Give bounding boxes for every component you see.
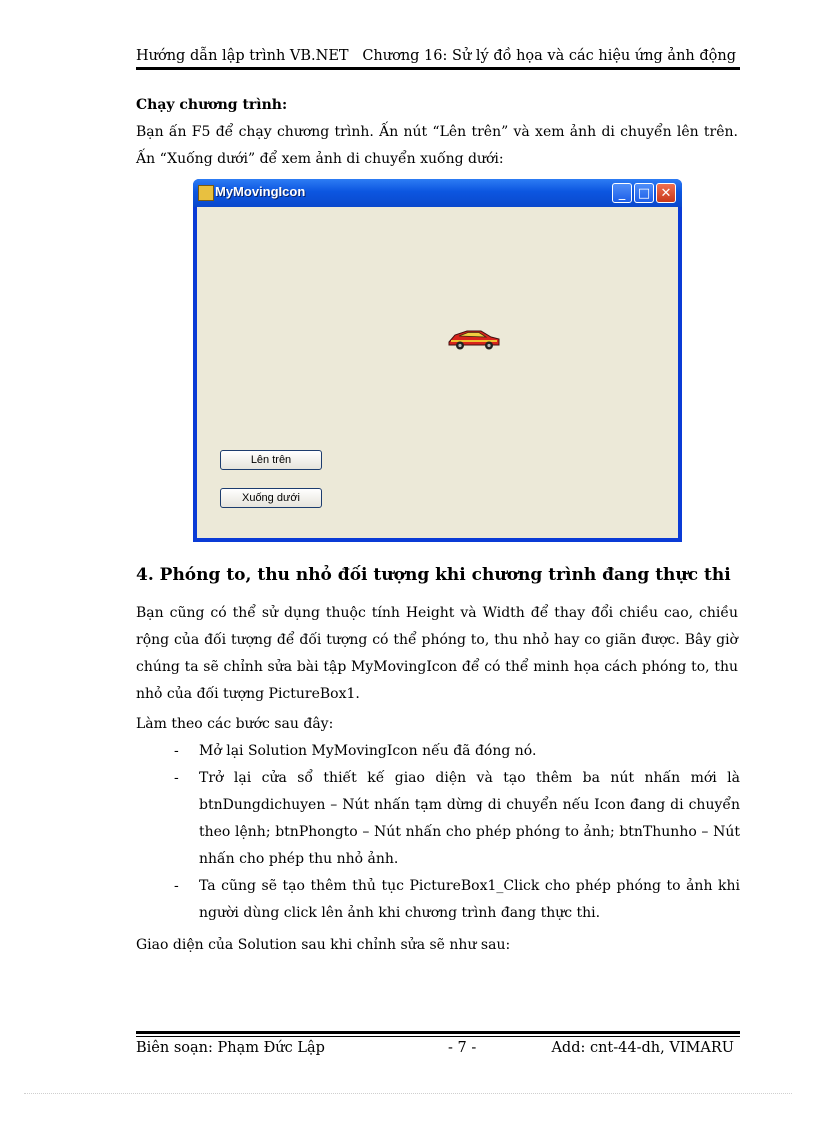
- minimize-button[interactable]: _: [612, 183, 632, 203]
- page-number: - 7 -: [448, 1040, 477, 1056]
- list-marker: -: [174, 878, 179, 894]
- steps-list: [136, 738, 740, 927]
- app-window: [193, 179, 682, 542]
- page-edge-divider: [24, 1093, 792, 1094]
- footer-address: Add: cnt-44-dh, VIMARU: [551, 1040, 734, 1056]
- steps-intro: Làm theo các bước sau đây:: [136, 716, 334, 732]
- maximize-button[interactable]: □: [634, 183, 654, 203]
- closing-paragraph: Giao diện của Solution sau khi chỉnh sửa sẽ như sau:: [136, 937, 511, 953]
- list-item: [136, 738, 740, 765]
- footer-author: Biên soạn: Phạm Đức Lập: [136, 1040, 325, 1056]
- header-left-text: Hướng dẫn lập trình VB.NET: [136, 48, 349, 64]
- footer-rule-thin: [136, 1036, 740, 1037]
- section-title: 4. Phóng to, thu nhỏ đối tượng khi chương trình đang thực thi: [136, 565, 731, 585]
- window-titlebar[interactable]: [193, 179, 682, 207]
- window-client-area: [197, 207, 678, 538]
- section-paragraph: Bạn cũng có thể sử dụng thuộc tính Height và Width để thay đổi chiều cao, chiều rộng của đối tượng để đối tượng có thể phóng to, thu nhỏ hay co giãn được. Bây giờ chúng ta sẽ chỉnh sửa bài tập MyMovingIcon để có thể minh họa cách phóng to, thu nhỏ của đối tượng PictureBox1.: [136, 605, 738, 702]
- close-button[interactable]: ✕: [656, 183, 676, 203]
- list-item: [136, 765, 740, 873]
- move-down-button[interactable]: Xuống dưới: [220, 488, 322, 508]
- page-header: [136, 46, 740, 68]
- run-heading: Chạy chương trình:: [136, 97, 288, 113]
- car-icon[interactable]: [445, 326, 501, 352]
- step-text: Mở lại Solution MyMovingIcon nếu đã đóng nó.: [199, 743, 537, 759]
- list-item: [136, 873, 740, 927]
- app-icon: [198, 185, 214, 201]
- header-right-text: Chương 16: Sử lý đồ họa và các hiệu ứng ảnh động: [362, 48, 736, 64]
- header-rule: [136, 67, 740, 70]
- run-paragraph: Bạn ấn F5 để chạy chương trình. Ấn nút “Lên trên” và xem ảnh di chuyển lên trên. Ấn “Xuống dưới” để xem ảnh di chuyển xuống dưới:: [136, 124, 738, 167]
- window-title: MyMovingIcon: [215, 184, 306, 199]
- step-text: Ta cũng sẽ tạo thêm thủ tục PictureBox1_Click cho phép phóng to ảnh khi người dùng click lên ảnh khi chương trình đang thực thi.: [199, 878, 740, 921]
- step-text: Trở lại cửa sổ thiết kế giao diện và tạo thêm ba nút nhấn mới là btnDungdichuyen – Nút nhấn tạm dừng di chuyển nếu Icon đang di chuyển theo lệnh; btnPhongto – Nút nhấn cho phép phóng to ảnh; btnThunho – Nút nhấn cho phép thu nhỏ ảnh.: [199, 770, 740, 867]
- list-marker: -: [174, 770, 179, 786]
- footer-rule-thick: [136, 1031, 740, 1034]
- move-up-button[interactable]: Lên trên: [220, 450, 322, 470]
- list-marker: -: [174, 743, 179, 759]
